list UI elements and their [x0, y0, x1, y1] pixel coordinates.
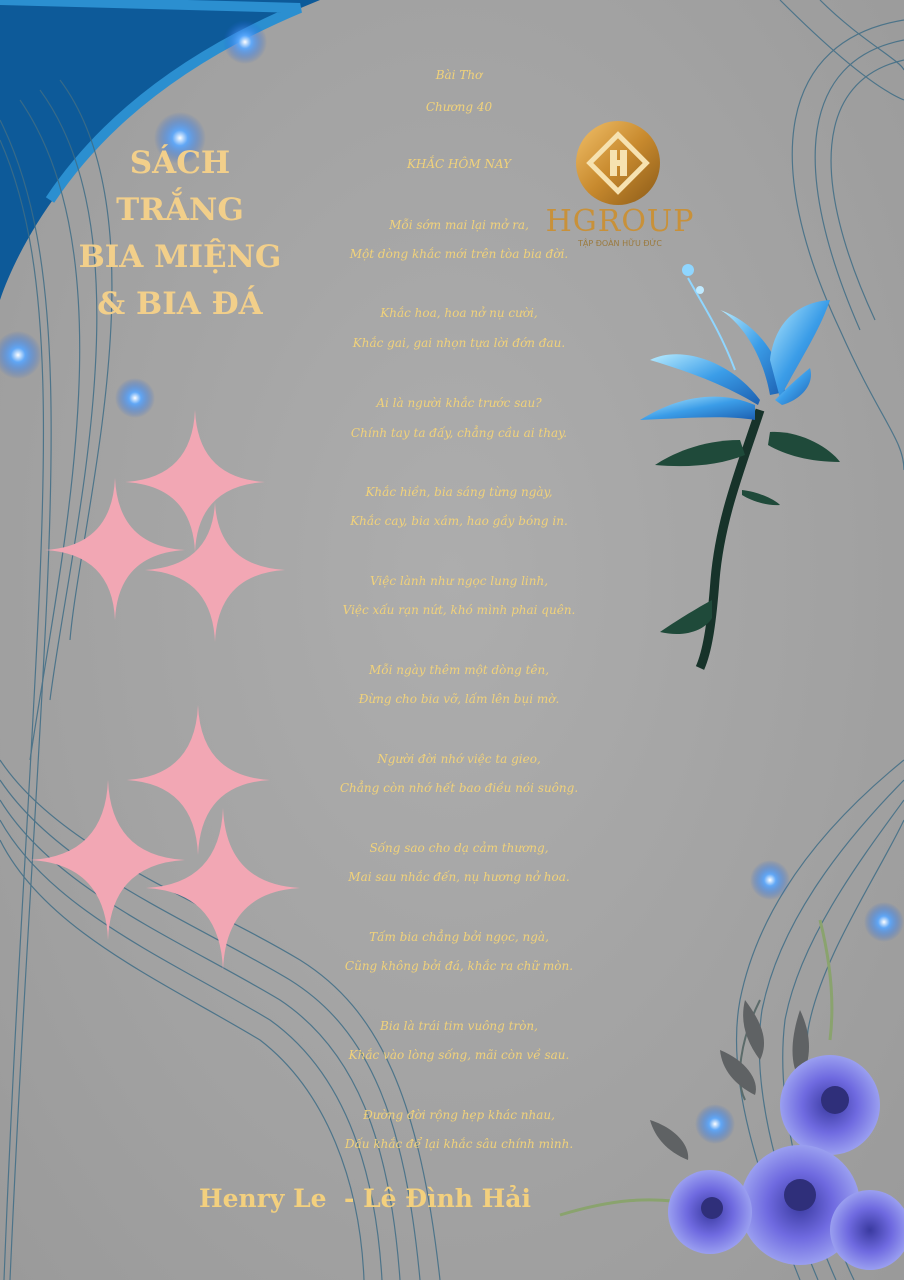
book-title-line: BIA MIỆNG	[78, 239, 282, 275]
poem-chapter: Chương 40	[425, 100, 493, 114]
poem-line: Sống sao cho dạ cảm thương,	[369, 841, 549, 855]
poem-line: Người đời nhớ việc ta gieo,	[377, 752, 541, 766]
poem-line: Chẳng còn nhớ hết bao điều nói suông.	[339, 781, 579, 795]
book-title-line: TRẮNG	[116, 192, 244, 228]
poem-title: KHẮC HÔM NAY	[406, 157, 512, 171]
poem-line: Khắc gai, gai nhọn tựa lời đớn đau.	[352, 336, 566, 350]
poem-line: Đừng cho bia vỡ, lấm lên bụi mờ.	[358, 692, 560, 706]
book-title-line: & BIA ĐÁ	[97, 286, 263, 322]
poem-line: Chính tay ta đấy, chẳng cầu ai thay.	[350, 426, 568, 440]
author-name: Henry Le - Lê Đình Hải	[199, 1184, 531, 1213]
poem-line: Một dòng khắc mới trên tòa bia đời.	[349, 247, 569, 261]
blue-flower	[640, 264, 840, 668]
poem-line: Việc lành như ngọc lung linh,	[369, 574, 549, 588]
book-title	[40, 140, 320, 328]
poem-line: Bia là trái tim vuông tròn,	[380, 1019, 538, 1033]
poem-line: Khắc hoa, hoa nở nụ cười,	[380, 306, 538, 320]
poem-line: Việc xấu rạn nứt, khó mình phai quên.	[342, 603, 576, 617]
poem-line: Khắc vào lòng sống, mãi còn về sau.	[348, 1048, 570, 1062]
book-title-line: SÁCH	[129, 145, 231, 181]
poem-line: Ai là người khắc trước sau?	[376, 396, 542, 410]
poem-line: Dấu khắc để lại khắc sâu chính mình.	[344, 1137, 574, 1151]
poem-line: Đường đời rộng hẹp khác nhau,	[363, 1108, 555, 1122]
logo-wordmark: HGROUP	[545, 204, 695, 239]
poem-line: Mỗi ngày thêm một dòng tên,	[368, 663, 550, 677]
poem-line: Khắc cay, bia xám, hao gầy bóng in.	[350, 514, 568, 528]
poem-line: Tấm bia chẳng bởi ngọc, ngà,	[369, 930, 549, 944]
poem-line: Cũng không bởi đá, khắc ra chữ mòn.	[344, 959, 574, 973]
poem-line: Mai sau nhắc đến, nụ hương nở hoa.	[348, 870, 570, 884]
poem-line: Mỗi sớm mai lại mở ra,	[389, 218, 529, 232]
poem-line: Khắc hiền, bia sáng từng ngày,	[365, 485, 553, 499]
logo-subtitle: TẬP ĐOÀN HỮU ĐỨC	[577, 239, 662, 248]
hgroup-logo	[540, 118, 700, 258]
poem-heading: Bài Thơ	[435, 68, 483, 82]
